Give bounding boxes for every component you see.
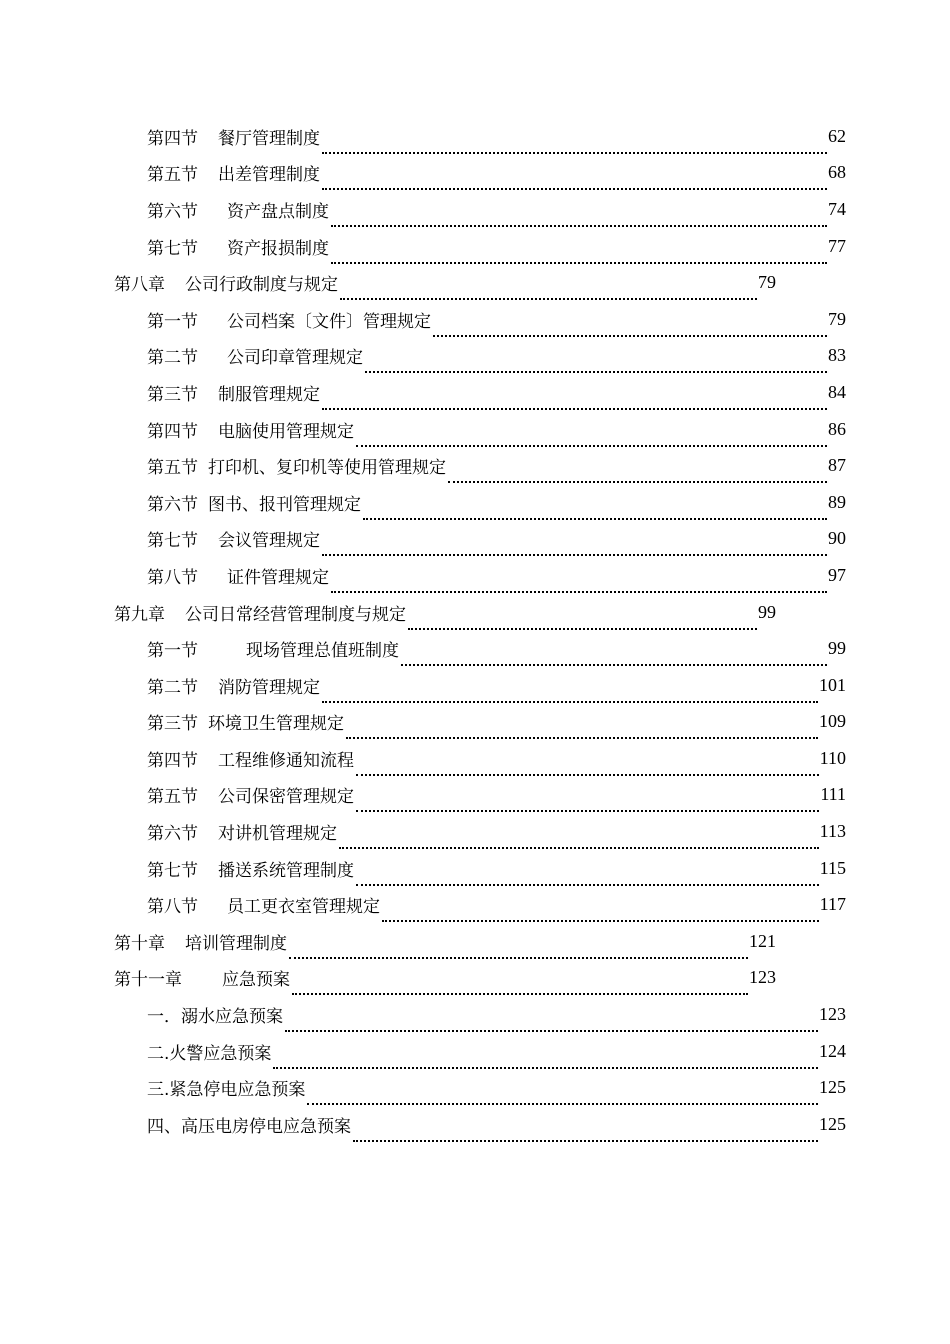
toc-entry-number: 三. [147,1080,170,1101]
dot-leader [339,830,819,849]
toc-entry-title: 应急预案 [222,970,290,991]
dot-leader [322,537,827,556]
toc-entry-label [147,673,322,698]
toc-entry-title: 资产报损制度 [227,238,329,259]
toc-entry-title: 高压电房停电应急预案 [181,1116,351,1137]
toc-entry-label [147,197,331,222]
toc-section-entry[interactable] [0,996,846,1033]
dot-leader [382,903,819,922]
dot-leader [365,354,827,373]
toc-section-entry[interactable] [0,374,846,411]
toc-entry-label [147,526,322,551]
toc-entry-label [147,124,322,149]
dot-leader [356,867,819,886]
toc-section-entry[interactable] [0,447,846,484]
toc-entry-number: 第八章 [114,275,165,296]
toc-page-number: 99 [828,638,846,659]
toc-section-entry[interactable] [0,118,846,155]
toc-entry-title: 对讲机管理规定 [218,824,337,845]
toc-entry-title: 工程维修通知流程 [218,750,354,771]
toc-page-number: 62 [828,125,846,146]
toc-entry-number: 第九章 [114,604,165,625]
toc-entry-number: 一． [147,1007,181,1028]
toc-page-number: 79 [828,308,846,329]
toc-entry-number: 第七节 [147,531,198,552]
toc-page-number: 113 [819,821,846,842]
toc-page-number: 123 [749,967,776,988]
toc-entry-number: 第二节 [147,348,198,369]
toc-page-number: 83 [828,345,846,366]
table-of-contents [0,118,950,1143]
toc-entry-number: 第四节 [147,128,198,149]
toc-page-number: 110 [819,747,846,768]
toc-section-entry[interactable] [0,886,846,923]
toc-entry-number: 第五节 [147,165,198,186]
dot-leader [408,611,757,630]
toc-entry-title: 证件管理规定 [227,567,329,588]
toc-page-number: 121 [749,930,776,951]
toc-entry-title: 紧急停电应急预案 [169,1080,306,1101]
dot-leader [292,976,748,995]
toc-entry-title: 培训管理制度 [185,933,287,954]
toc-page-number: 125 [819,1113,846,1134]
toc-entry-label [147,453,448,478]
toc-page-number: 77 [828,235,846,256]
toc-chapter-entry[interactable] [0,923,776,960]
dot-leader [448,464,827,483]
dot-leader [322,135,827,154]
dot-leader [353,1123,818,1142]
toc-entry-number: 第一节 [147,311,198,332]
dot-leader [363,501,827,520]
dot-leader [322,391,827,410]
toc-entry-label [147,380,322,405]
toc-section-entry[interactable] [0,1106,846,1143]
dot-leader [433,318,827,337]
toc-entry-title: 环境卫生管理规定 [208,714,344,735]
toc-entry-number: 第十一章 [114,970,182,991]
toc-section-entry[interactable] [0,740,846,777]
dot-leader [346,720,818,739]
toc-page-number: 101 [819,674,846,695]
toc-entry-number: 第三节 [147,384,198,405]
toc-page-number: 68 [828,162,846,183]
toc-section-entry[interactable] [0,301,846,338]
toc-entry-title: 资产盘点制度 [227,201,329,222]
toc-page-number: 124 [819,1040,846,1061]
toc-entry-title: 出差管理制度 [218,165,320,186]
toc-section-entry[interactable] [0,338,846,375]
toc-entry-number: 第六节 [147,201,198,222]
toc-entry-number: 四、 [147,1116,181,1137]
toc-entry-label [147,1002,285,1027]
toc-entry-number: 第四节 [147,421,198,442]
toc-page-number: 90 [828,528,846,549]
toc-entry-label [147,892,382,917]
toc-entry-title: 制服管理规定 [218,384,320,405]
toc-entry-label [114,270,340,295]
toc-entry-title: 会议管理规定 [218,531,320,552]
dot-leader [331,245,827,264]
toc-section-entry[interactable] [0,777,846,814]
toc-entry-title: 消防管理规定 [218,677,320,698]
toc-entry-title: 现场管理总值班制度 [246,641,399,662]
toc-page-number: 97 [828,564,846,585]
toc-entry-number: 第六节 [147,824,198,845]
toc-entry-number: 第五节 [147,458,198,479]
toc-page-number: 79 [758,272,776,293]
toc-page-number: 111 [820,784,846,805]
toc-entry-label [147,563,331,588]
toc-section-entry[interactable] [0,850,846,887]
toc-entry-label [114,600,408,625]
toc-chapter-entry[interactable] [0,594,776,631]
dot-leader [285,1013,818,1032]
toc-entry-label [147,746,356,771]
toc-entry-title: 图书、报刊管理规定 [208,494,361,515]
toc-entry-label [147,343,365,368]
toc-section-entry[interactable] [0,411,846,448]
toc-entry-number: 第三节 [147,714,198,735]
toc-section-entry[interactable] [0,521,846,558]
dot-leader [273,1050,818,1069]
toc-entry-title: 公司档案〔文件〕管理规定 [227,311,431,332]
toc-entry-title: 员工更衣室管理规定 [227,897,380,918]
toc-section-entry[interactable] [0,1033,846,1070]
toc-entry-number: 第八节 [147,567,198,588]
toc-section-entry[interactable] [0,667,846,704]
toc-entry-title: 电脑使用管理规定 [218,421,354,442]
toc-section-entry[interactable] [0,228,846,265]
toc-entry-title: 火警应急预案 [169,1043,272,1064]
toc-page-number: 99 [758,601,776,622]
dot-leader [340,281,757,300]
toc-entry-title: 溺水应急预案 [181,1007,283,1028]
toc-entry-number: 第二节 [147,677,198,698]
toc-entry-number: 第六节 [147,494,198,515]
dot-leader [356,757,819,776]
dot-leader [356,793,819,812]
toc-entry-number: 第一节 [147,641,198,662]
toc-entry-number: 第八节 [147,897,198,918]
toc-entry-label [147,307,433,332]
toc-chapter-entry[interactable] [0,960,776,997]
toc-section-entry[interactable] [0,1069,846,1106]
toc-entry-title: 播送系统管理制度 [218,860,354,881]
toc-entry-label [147,819,339,844]
toc-page-number: 89 [828,491,846,512]
toc-entry-number: 二. [147,1043,170,1064]
toc-entry-title: 公司印章管理规定 [227,348,363,369]
toc-entry-label [147,1112,353,1137]
toc-entry-label [147,490,363,515]
toc-entry-label [147,856,356,881]
toc-page-number: 115 [819,857,846,878]
toc-page-number: 74 [828,198,846,219]
toc-section-entry[interactable] [0,191,846,228]
toc-section-entry[interactable] [0,484,846,521]
toc-entry-number: 第七节 [147,860,198,881]
dot-leader [322,171,827,190]
toc-entry-label [147,1039,273,1064]
dot-leader [331,208,827,227]
toc-entry-title: 打印机、复印机等使用管理规定 [208,458,446,479]
dot-leader [331,574,827,593]
toc-section-entry[interactable] [0,630,846,667]
toc-entry-label [147,417,356,442]
toc-entry-title: 餐厅管理制度 [218,128,320,149]
toc-chapter-entry[interactable] [0,264,776,301]
toc-entry-number: 第五节 [147,787,198,808]
toc-section-entry[interactable] [0,704,846,741]
toc-section-entry[interactable] [0,813,846,850]
dot-leader [401,647,827,666]
toc-entry-number: 第四节 [147,750,198,771]
toc-entry-label [147,709,346,734]
toc-page-number: 117 [819,894,846,915]
toc-page-number: 87 [828,455,846,476]
toc-entry-label [114,929,289,954]
toc-page-number: 84 [828,381,846,402]
dot-leader [289,940,748,959]
toc-page-number: 86 [828,418,846,439]
toc-entry-number: 第十章 [114,933,165,954]
toc-entry-title: 公司日常经营管理制度与规定 [185,604,406,625]
dot-leader [322,684,818,703]
toc-entry-title: 公司保密管理规定 [218,787,354,808]
toc-section-entry[interactable] [0,557,846,594]
toc-entry-number: 第七节 [147,238,198,259]
toc-page-number: 125 [819,1077,846,1098]
toc-entry-title: 公司行政制度与规定 [185,275,338,296]
toc-entry-label [147,1075,307,1100]
dot-leader [356,428,827,447]
toc-entry-label [147,782,356,807]
toc-entry-label [114,965,292,990]
toc-section-entry[interactable] [0,155,846,192]
toc-page-number: 109 [819,711,846,732]
toc-page-number: 123 [819,1004,846,1025]
dot-leader [307,1086,818,1105]
toc-entry-label [147,636,401,661]
toc-entry-label [147,160,322,185]
toc-entry-label [147,234,331,259]
